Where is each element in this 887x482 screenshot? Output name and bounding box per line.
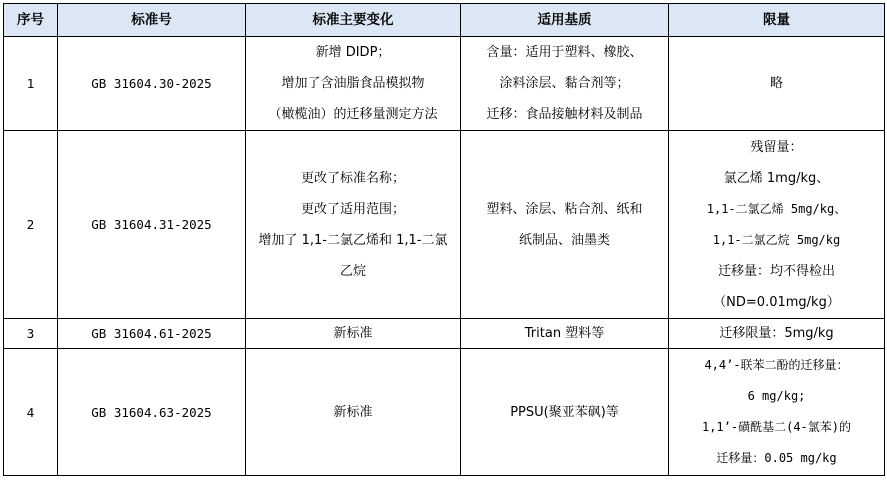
limit-cell — [669, 319, 885, 349]
substrate-cell — [461, 319, 669, 349]
row-index: 1 — [4, 37, 58, 131]
changes-cell — [246, 319, 461, 349]
header-standard-number: 标准号 — [58, 4, 246, 37]
limit-line: 6 mg/kg; — [747, 389, 806, 403]
limit-line: 略 — [769, 76, 783, 91]
limit-line: 1,1’-磺酰基二(4-氯苯)的 — [701, 420, 852, 434]
limit-line: 迁移量：均不得检出 — [717, 263, 835, 279]
header-index: 序号 — [4, 4, 58, 37]
limit-line: 残留量： — [750, 139, 803, 155]
substrate-line: 含量：适用于塑料、橡胶、 — [486, 45, 643, 60]
limit-line: 1,1-二氯乙烯 5mg/kg、 — [706, 201, 847, 216]
header-limit: 限量 — [669, 4, 885, 37]
limit-line: 氯乙烯 1mg/kg、 — [723, 170, 830, 186]
substrate-cell — [461, 37, 669, 131]
limit-line: （ND=0.01mg/kg） — [713, 294, 840, 310]
limit-line: 迁移限量：5mg/kg — [719, 326, 834, 341]
changes-line: 新增 DIDP； — [315, 45, 391, 60]
standards-table — [3, 3, 885, 476]
substrate-line: 迁移：食品接触材料及制品 — [486, 107, 643, 122]
limit-cell — [669, 131, 885, 319]
row-index: 4 — [4, 349, 58, 476]
header-main-changes: 标准主要变化 — [246, 4, 461, 37]
table-header-row — [4, 4, 885, 37]
row-index: 3 — [4, 319, 58, 349]
table-row — [4, 349, 885, 476]
header-applicable-substrate: 适用基质 — [461, 4, 669, 37]
changes-line: 乙烷 — [339, 263, 366, 279]
standard-number: GB 31604.31-2025 — [58, 131, 246, 319]
changes-line: 新标准 — [333, 326, 373, 341]
limit-cell — [669, 349, 885, 476]
standard-number: GB 31604.63-2025 — [58, 349, 246, 476]
limit-line: 4,4’-联苯二酚的迁移量： — [704, 358, 849, 372]
substrate-cell — [461, 131, 669, 319]
standard-number: GB 31604.30-2025 — [58, 37, 246, 131]
substrate-line: PPSU(聚亚苯砜)等 — [510, 404, 619, 420]
row-index: 2 — [4, 131, 58, 319]
changes-cell — [246, 349, 461, 476]
table-row — [4, 319, 885, 349]
limit-line: 1,1-二氯乙烷 5mg/kg — [712, 232, 841, 247]
substrate-line: 涂料涂层、黏合剂等； — [499, 76, 630, 91]
substrate-line: 塑料、涂层、粘合剂、纸和 — [486, 201, 643, 217]
changes-line: 增加了含油脂食品模拟物 — [281, 76, 425, 91]
substrate-line: 纸制品、油墨类 — [518, 232, 610, 248]
limit-line: 迁移量：0.05 mg/kg — [716, 451, 837, 465]
limit-cell — [669, 37, 885, 131]
changes-cell — [246, 37, 461, 131]
substrate-line: Tritan 塑料等 — [524, 326, 605, 341]
changes-line: 新标准 — [333, 404, 373, 420]
changes-line: 增加了 1,1-二氯乙烯和 1,1-二氯 — [258, 232, 448, 248]
table-row — [4, 131, 885, 319]
changes-line: （橄榄油）的迁移量测定方法 — [268, 107, 438, 122]
changes-line: 更改了标准名称； — [300, 170, 405, 186]
changes-line: 更改了适用范围； — [300, 201, 405, 217]
standard-number: GB 31604.61-2025 — [58, 319, 246, 349]
changes-cell — [246, 131, 461, 319]
substrate-cell — [461, 349, 669, 476]
table-row — [4, 37, 885, 131]
